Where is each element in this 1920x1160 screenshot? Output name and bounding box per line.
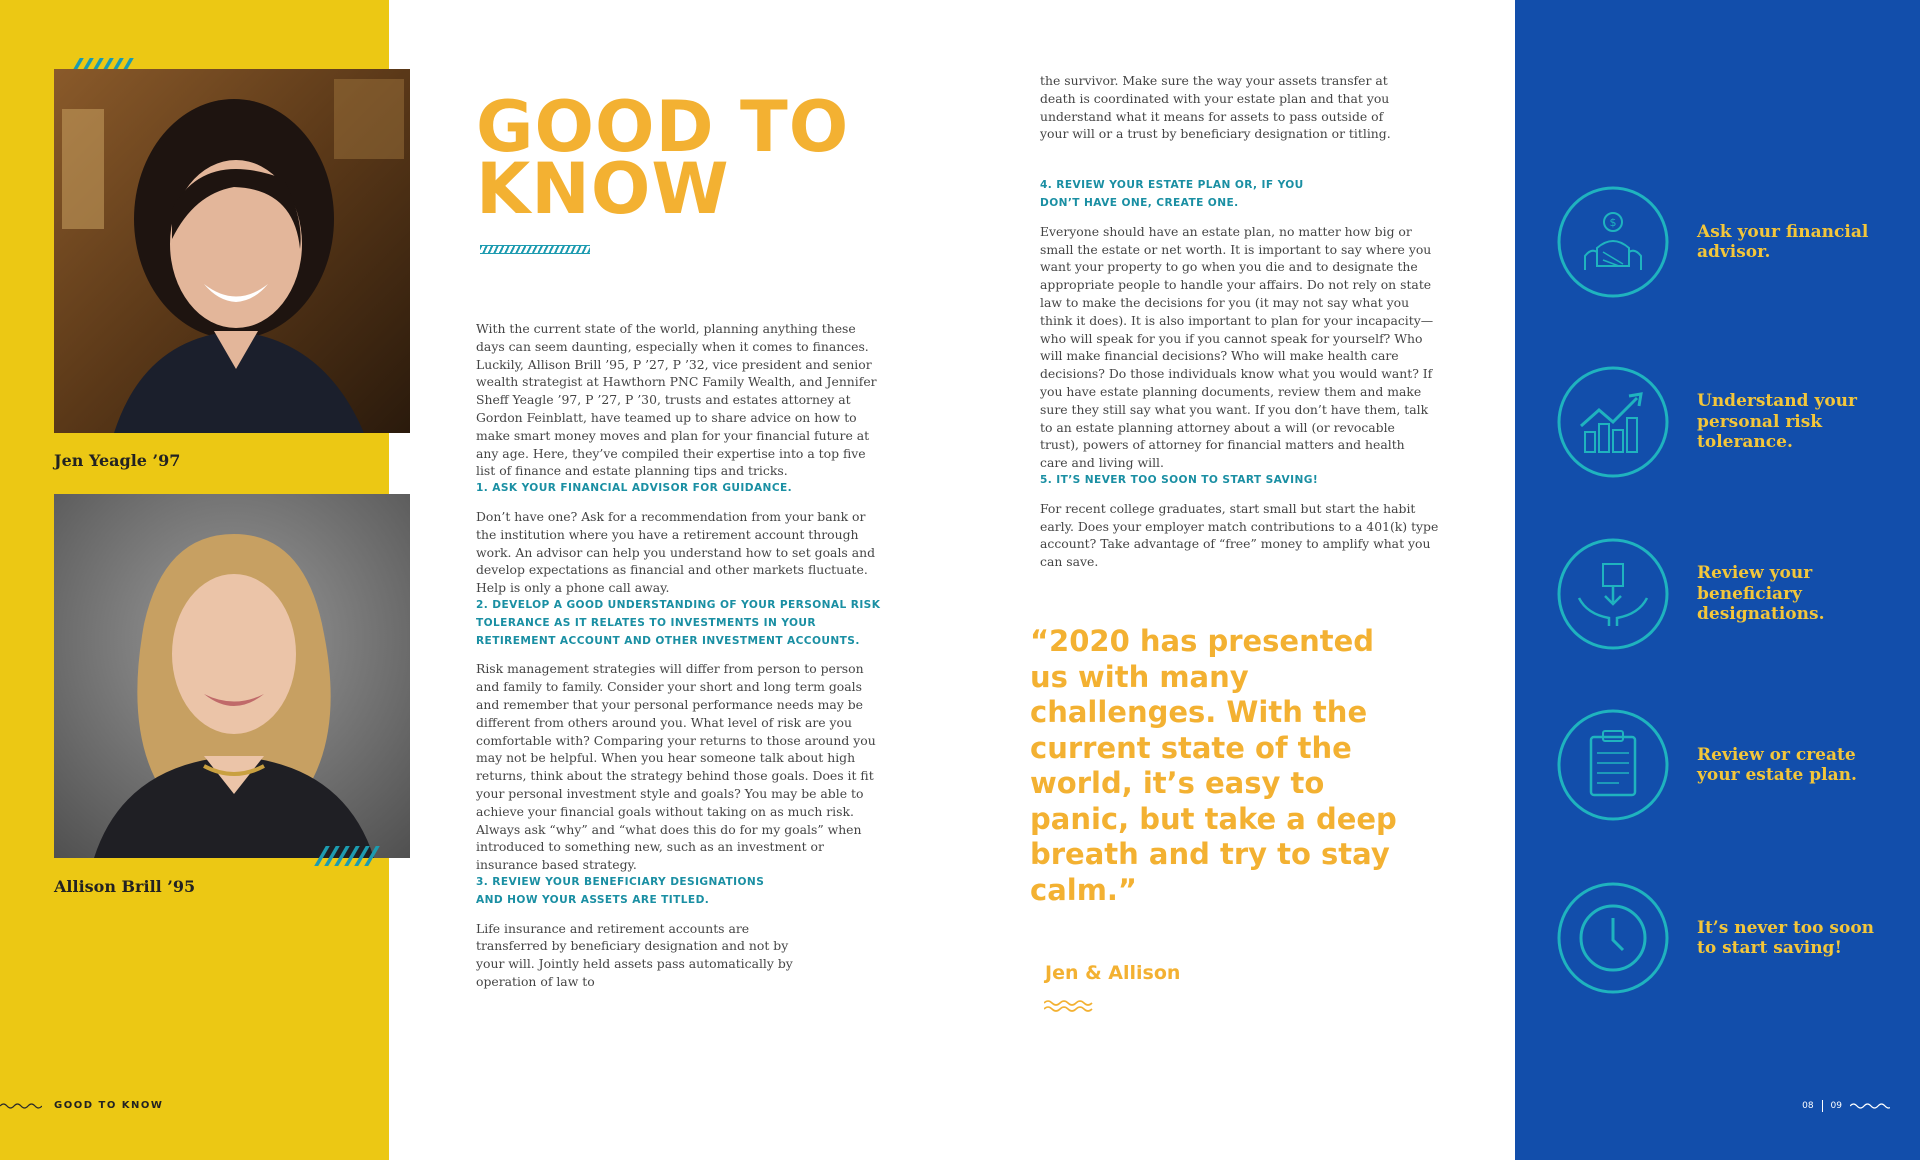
tip-3-continuation: the survivor. Make sure the way your assets transfer at death is coordinated with your estate plan and that you understand what it means for assets to pass outside of your will or a trust by beneficiary designation or titling. bbox=[1040, 73, 1391, 142]
sidebar-tip-label: It’s never too soon to start saving! bbox=[1697, 917, 1875, 958]
sidebar-tip-risk-tolerance bbox=[1557, 366, 1897, 478]
photo-allison-brill bbox=[54, 494, 410, 858]
wave-icon bbox=[1850, 1101, 1890, 1111]
footer-section-label: GOOD TO KNOW bbox=[54, 1100, 164, 1111]
sidebar-tip-label: Review your beneficiary designations. bbox=[1697, 563, 1825, 625]
page-number-separator bbox=[1822, 1100, 1823, 1112]
tip-3-heading: 3. REVIEW YOUR BENEFICIARY DESIGNATIONS AND HOW YOUR ASSETS ARE TITLED. bbox=[476, 875, 765, 906]
rising-chart-icon bbox=[1557, 366, 1669, 478]
tip-4-heading: 4. REVIEW YOUR ESTATE PLAN OR, IF YOU DON’T HAVE ONE, CREATE ONE. bbox=[1040, 179, 1304, 209]
clock-icon bbox=[1557, 882, 1669, 994]
article-column-1 bbox=[476, 320, 884, 991]
sidebar-tip-financial-advisor bbox=[1557, 186, 1897, 298]
wave-icon bbox=[1044, 998, 1100, 1014]
page-title: GOOD TO KNOW bbox=[476, 86, 850, 230]
tip-1-body: Don’t have one? Ask for a recommendation from your bank or the institution where you have a retirement account through work. An advisor can help you understand how to set goals and develop expectations as financial and other markets fluctuate. Help is only a phone call away. bbox=[476, 508, 876, 596]
photo-jen-yeagle bbox=[54, 69, 410, 433]
caption-jen-yeagle: Jen Yeagle ’97 bbox=[54, 451, 181, 470]
footer-section bbox=[0, 1100, 163, 1111]
page-number-left: 08 bbox=[1802, 1101, 1814, 1111]
intro-paragraph: With the current state of the world, planning anything these days can seem daunting, especially when it comes to finances. Luckily, Allison Brill ’95, P ’27, P ’32, vice president and senior wealth strategist at Hawthorn PNC Family Wealth, and Jennifer Sheff Yeagle ’97, P ’27, P ’30, trusts and estates attorney at Gordon Feinblatt, have teamed up to share advice on how to make smart money moves and plan for your financial future at any age. Here, they’ve compiled their expertise into a top five list of finance and estate planning tips and tricks. bbox=[476, 321, 877, 479]
tip-5-heading: 5. IT’S NEVER TOO SOON TO START SAVING! bbox=[1040, 473, 1319, 486]
pull-quote: “2020 has presented us with many challenges. With the current state of the world, it’s easy to panic, but take a deep breath and try to stay calm.” bbox=[1030, 624, 1397, 907]
sidebar-tip-estate-plan bbox=[1557, 709, 1897, 821]
hands-designation-icon bbox=[1557, 538, 1669, 650]
tip-3-body: Life insurance and retirement accounts are transferred by beneficiary designation and not by your will. Jointly held assets pass automatically by operation of law to bbox=[476, 920, 793, 989]
wave-icon bbox=[0, 1101, 42, 1111]
tip-4-body: Everyone should have an estate plan, no matter how big or small the estate or net worth. It is important to say where you want your property to go when you die and to designate the appropriate people to handle your affairs. Do not rely on state law to make the decisions for you (it may not say what you think it does). It is also important to plan for your incapacity—who will speak for you if you cannot speak for yourself? Who will make financial decisions? Who will make health care decisions? Do those individuals know what you would want? If you have estate planning documents, review them and make sure they still say what you want. If you don’t have them, talk to an estate planning attorney about a will (or revocable trust), powers of attorney for financial matters and health care and living will. bbox=[1040, 223, 1434, 471]
svg-text:$: $ bbox=[1609, 216, 1617, 229]
pull-quote-attribution: Jen & Allison bbox=[1045, 962, 1181, 984]
caption-allison-brill: Allison Brill ’95 bbox=[54, 877, 196, 896]
clipboard-icon bbox=[1557, 709, 1669, 821]
page-number-right: 09 bbox=[1830, 1101, 1842, 1111]
page-numbers bbox=[1802, 1100, 1890, 1112]
financial-advisor-icon bbox=[1557, 186, 1669, 298]
tip-5-body: For recent college graduates, start small but start the habit early. Does your employer match contributions to a 401(k) type account? Take advantage of “free” money to amplify what you can save. bbox=[1040, 500, 1439, 570]
sidebar-tip-label: Understand your personal risk tolerance. bbox=[1697, 391, 1857, 453]
sidebar-tip-label: Ask your financial advisor. bbox=[1697, 221, 1869, 262]
tip-2-heading: 2. DEVELOP A GOOD UNDERSTANDING OF YOUR PERSONAL RISK TOLERANCE AS IT RELATES TO INVESTMENTS IN YOUR RETIREMENT ACCOUNT AND OTHER INVESTMENT ACCOUNTS. bbox=[476, 598, 881, 647]
headline-hatch-decoration bbox=[480, 245, 590, 254]
tip-1-heading: 1. ASK YOUR FINANCIAL ADVISOR FOR GUIDANCE. bbox=[476, 482, 793, 495]
sidebar-tip-saving bbox=[1557, 882, 1897, 994]
article-column-2 bbox=[1040, 72, 1450, 571]
hatch-decoration-bottom bbox=[320, 846, 374, 866]
sidebar-tip-label: Review or create your estate plan. bbox=[1697, 744, 1857, 785]
tip-2-body: Risk management strategies will differ from person to person and family to family. Consider your short and long term goals and remember that your personal performance needs may be different from others around you. What level of risk are you comfortable with? Comparing your returns to those around you may not be helpful. When you hear someone talk about high returns, think about the strategy behind those goals. Does it fit your personal investment style and goals? You may be able to achieve your financial goals without taking on as much risk. Always ask “why” and “what does this do for my goals” when introduced to something new, such as an investment or insurance based strategy. bbox=[476, 661, 876, 873]
sidebar-tip-beneficiary bbox=[1557, 538, 1897, 650]
